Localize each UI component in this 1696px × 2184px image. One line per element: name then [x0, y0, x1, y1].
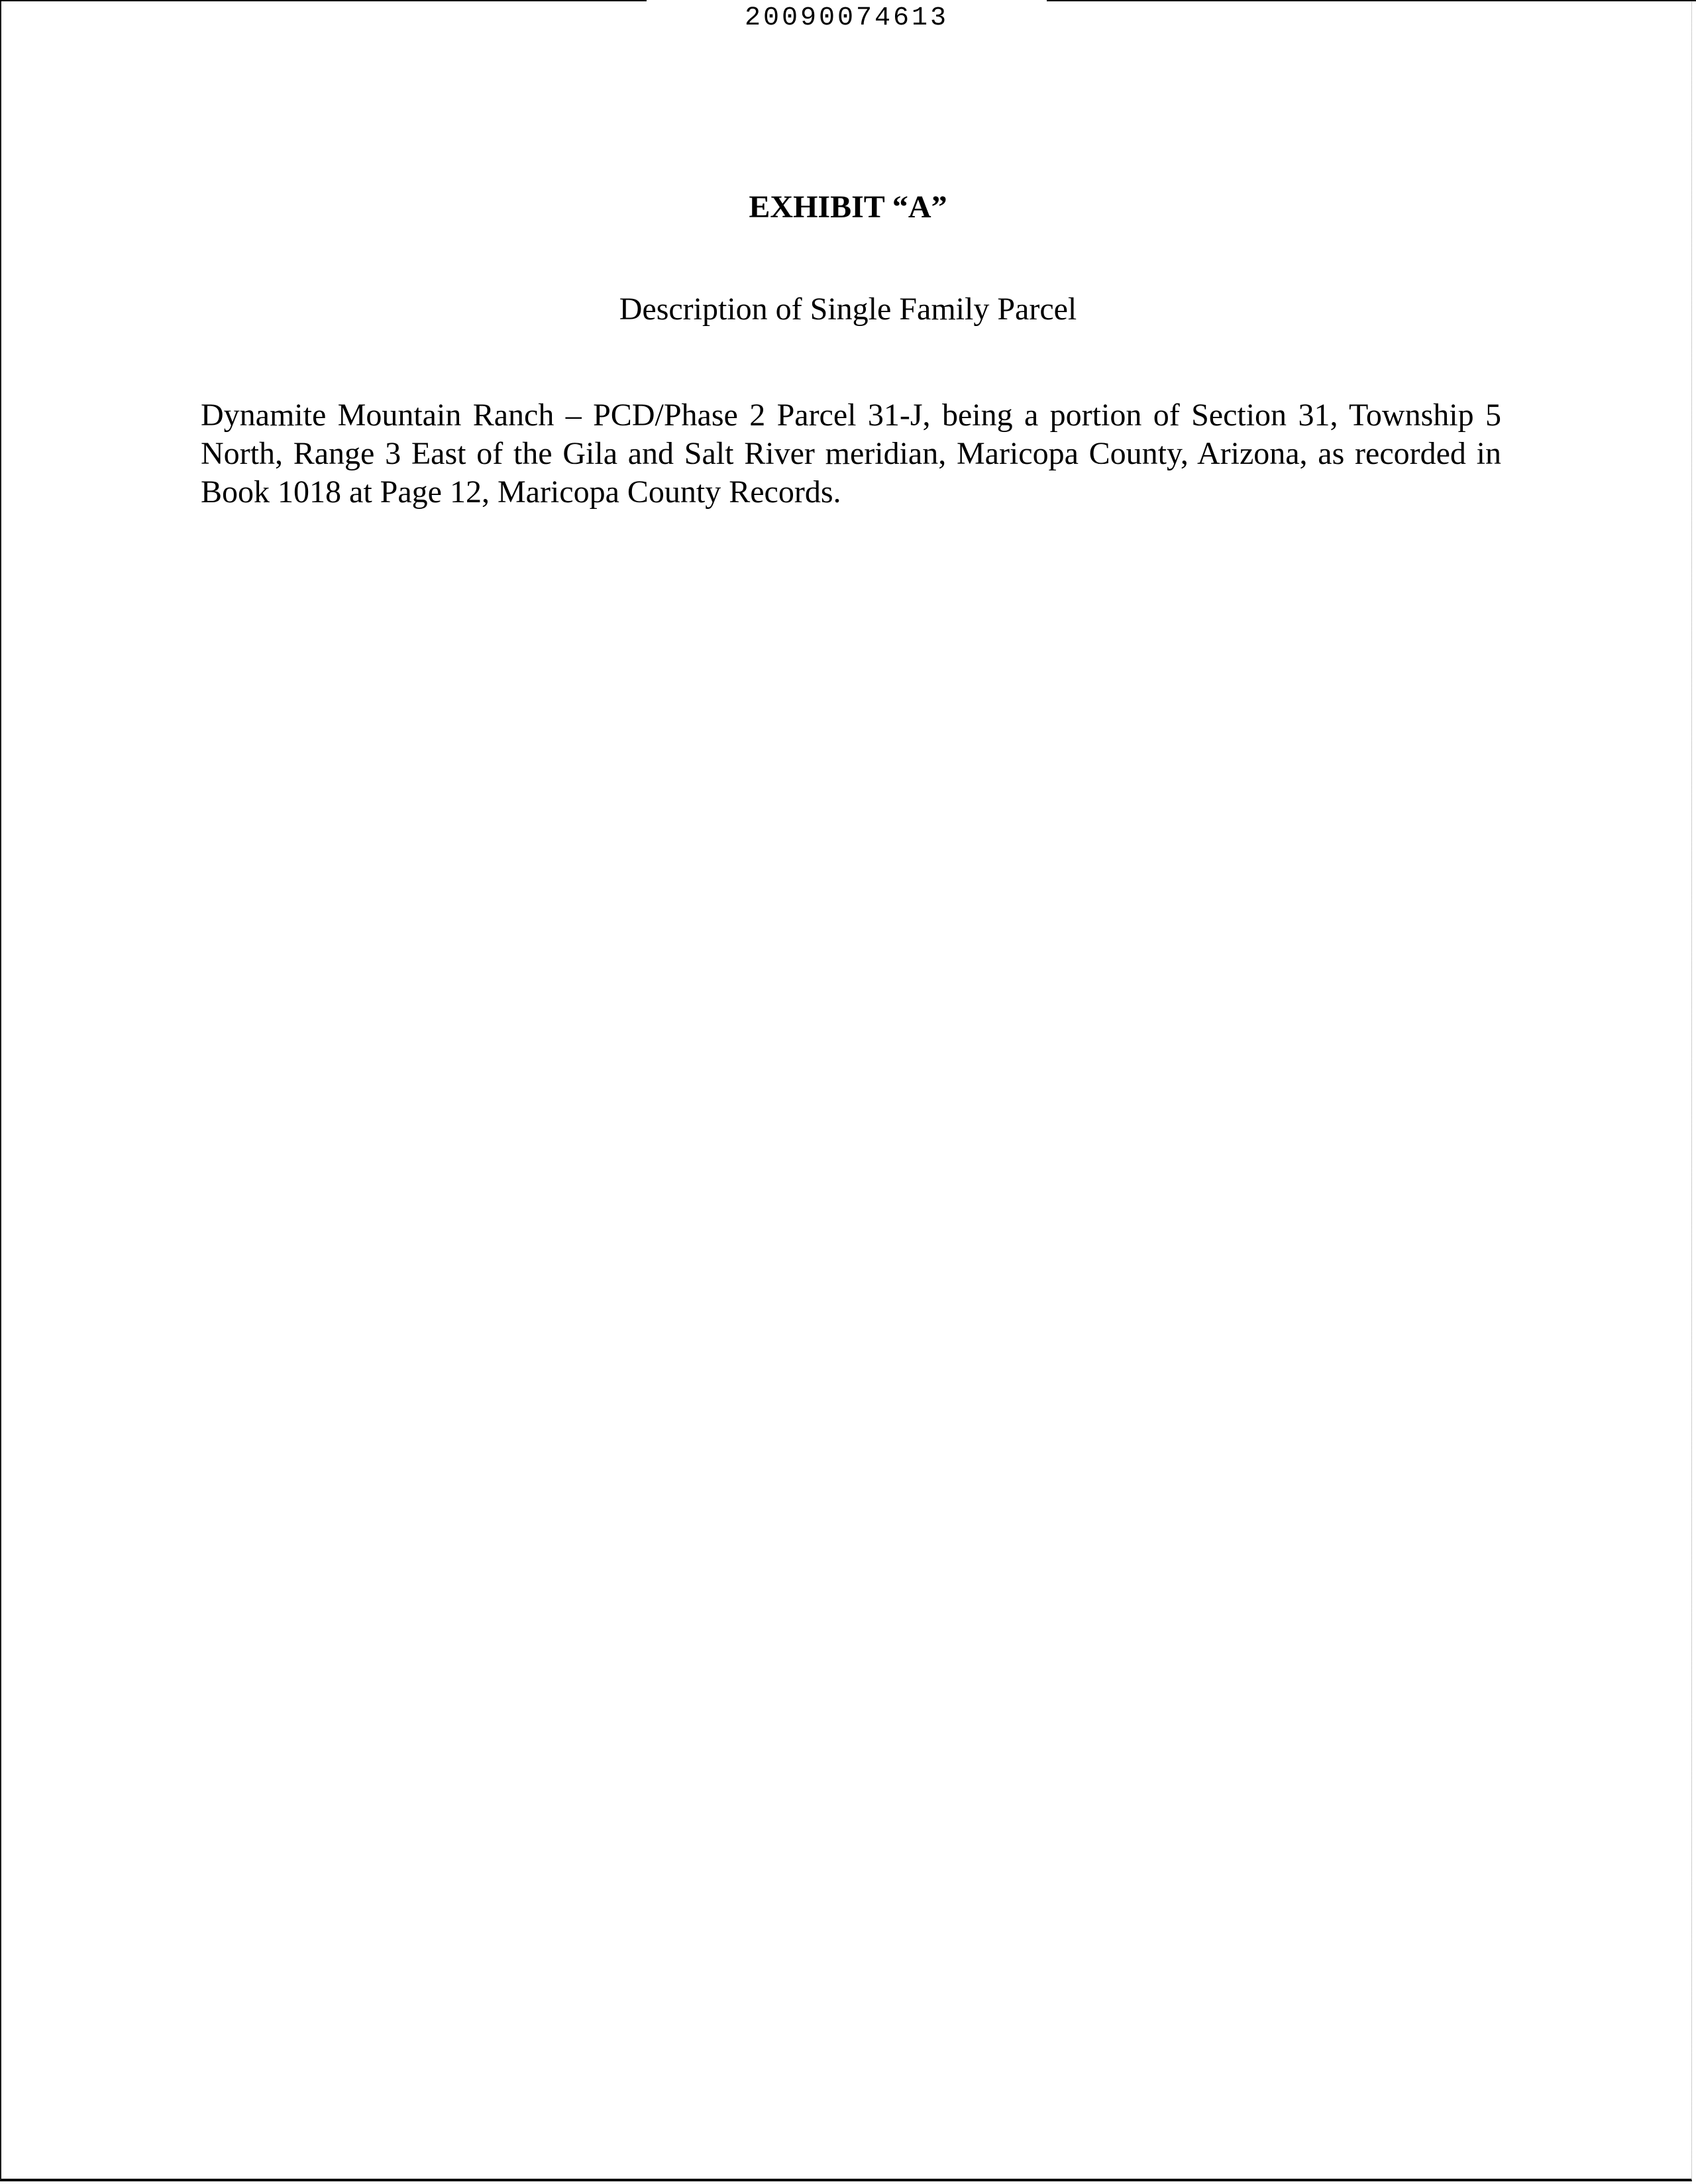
recording-number: 20090074613 [744, 3, 949, 33]
parcel-description-heading: Description of Single Family Parcel [619, 292, 1077, 327]
top-rule-right [1047, 0, 1696, 1]
legal-description-paragraph: Dynamite Mountain Ranch – PCD/Phase 2 Parcel 31-J, being a portion of Section 31, Township 5 North, Range 3 East of the Gila and Salt River meridian, Maricopa County, Arizona, as recorded in Book 1018 at Page 12, Maricopa County Records. [201, 398, 1501, 510]
top-rule-left [0, 0, 647, 1]
exhibit-title: EXHIBIT “A” [749, 190, 947, 225]
